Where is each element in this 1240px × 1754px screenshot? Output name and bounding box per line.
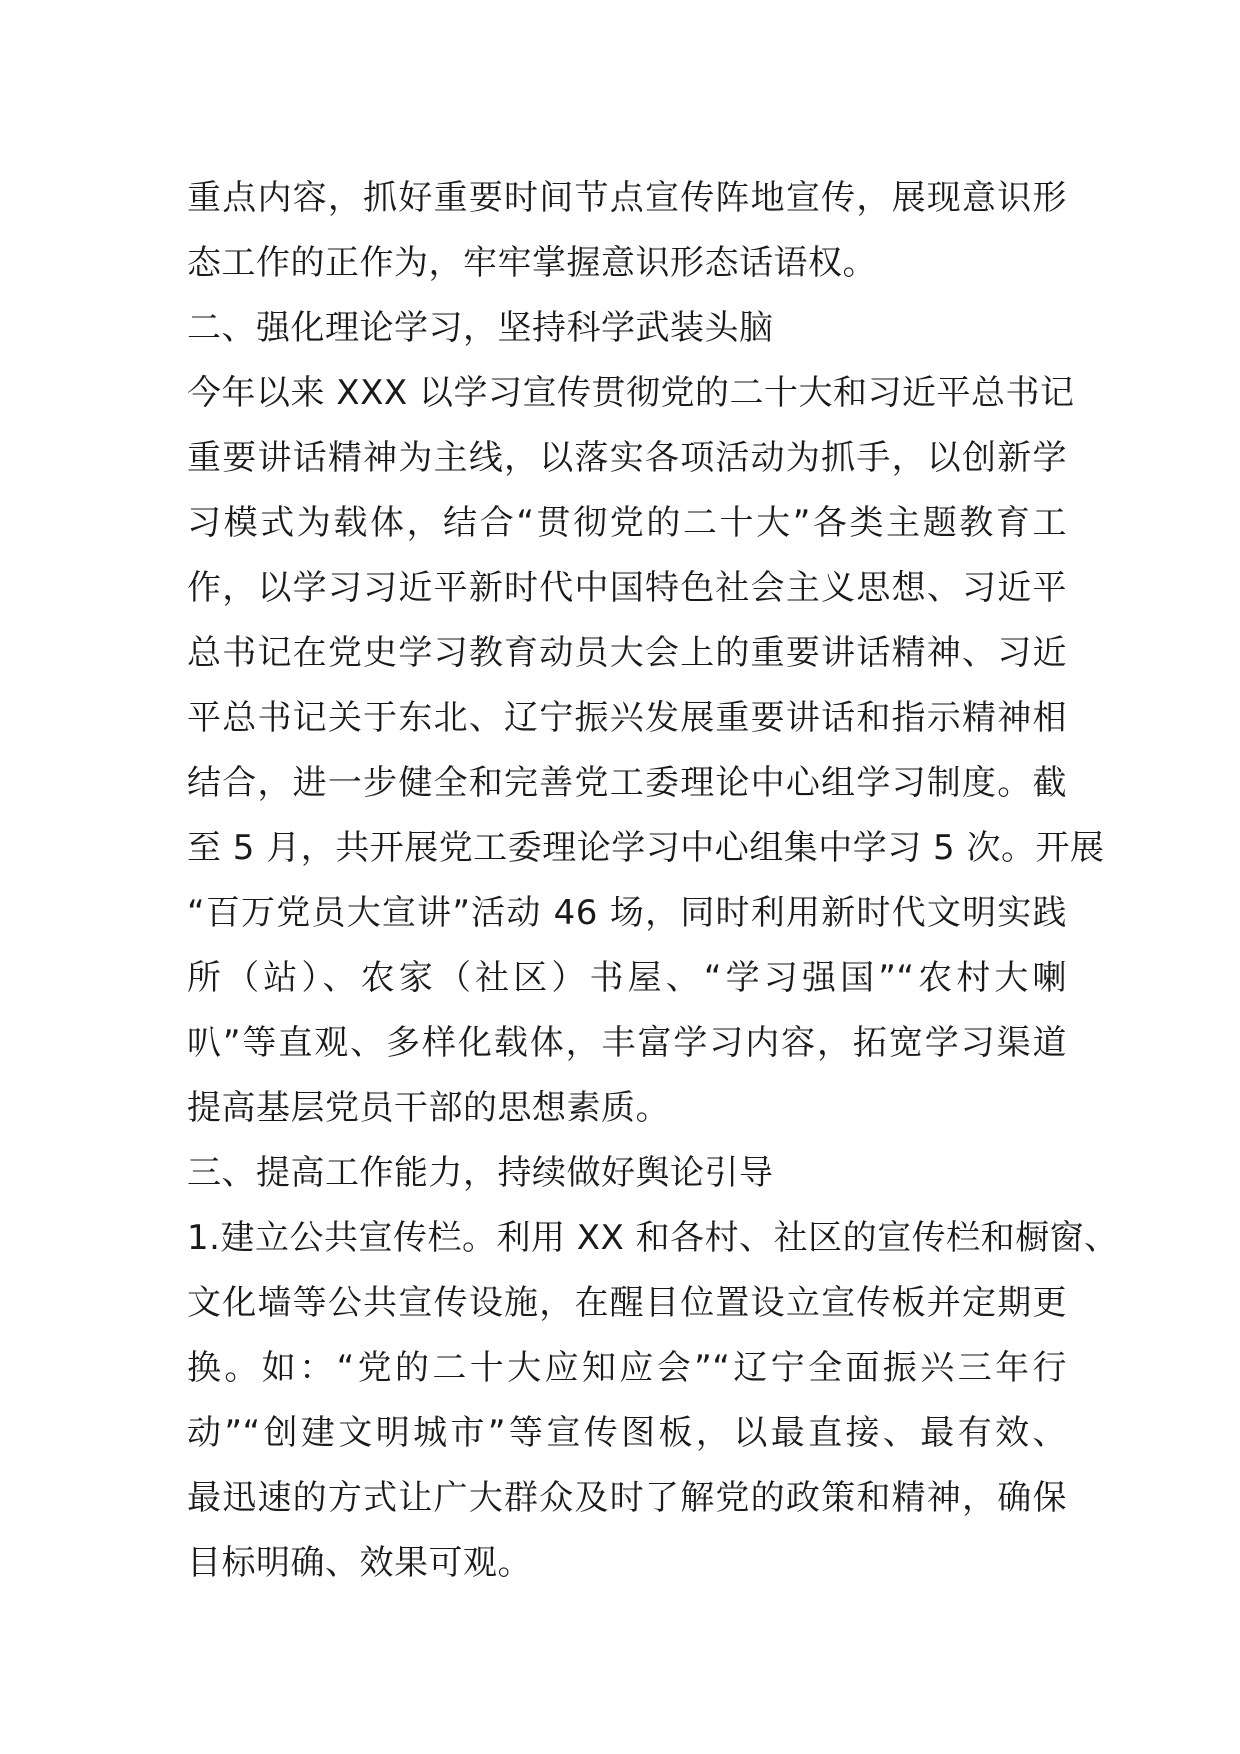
text-line: 动”“创建文明城市”等宣传图板，以最直接、最有效、: [187, 1413, 1067, 1453]
section-heading: 二、强化理论学习，坚持科学武装头脑: [187, 308, 774, 348]
text-line: 作，以学习习近平新时代中国特色社会主义思想、习近平: [187, 568, 1067, 608]
text-line: 态工作的正作为，牢牢掌握意识形态话语权。: [187, 243, 877, 283]
text-line: 提高基层党员干部的思想素质。: [187, 1088, 670, 1128]
text-line: 至 5 月，共开展党工委理论学习中心组集中学习 5 次。开展: [187, 828, 1105, 868]
text-line: 叭”等直观、多样化载体，丰富学习内容，拓宽学习渠道: [187, 1023, 1067, 1063]
body-text: [187, 166, 1119, 1596]
text-line: 最迅速的方式让广大群众及时了解党的政策和精神，确保: [187, 1478, 1067, 1518]
text-line: 文化墙等公共宣传设施，在醒目位置设立宣传板并定期更: [187, 1283, 1067, 1323]
text-line: 重点内容，抓好重要时间节点宣传阵地宣传，展现意识形: [187, 178, 1067, 218]
text-line: 总书记在党史学习教育动员大会上的重要讲话精神、习近: [187, 633, 1067, 673]
text-line: 目标明确、效果可观。: [187, 1543, 532, 1583]
text-line: 所（站）、农家（社区）书屋、“学习强国”“农村大喇: [187, 958, 1067, 998]
text-line: “百万党员大宣讲”活动 46 场，同时利用新时代文明实践: [187, 893, 1067, 933]
text-line: 习模式为载体，结合“贯彻党的二十大”各类主题教育工: [187, 503, 1067, 543]
text-line: 换。如：“党的二十大应知应会”“辽宁全面振兴三年行: [187, 1348, 1067, 1388]
section-heading: 三、提高工作能力，持续做好舆论引导: [187, 1153, 774, 1193]
text-line: 今年以来 XXX 以学习宣传贯彻党的二十大和习近平总书记: [187, 373, 1075, 413]
text-line: 1.建立公共宣传栏。利用 XX 和各村、社区的宣传栏和橱窗、: [187, 1218, 1119, 1258]
text-line: 重要讲话精神为主线，以落实各项活动为抓手，以创新学: [187, 438, 1067, 478]
text-line: 结合，进一步健全和完善党工委理论中心组学习制度。截: [187, 763, 1067, 803]
text-line: 平总书记关于东北、辽宁振兴发展重要讲话和指示精神相: [187, 698, 1067, 738]
